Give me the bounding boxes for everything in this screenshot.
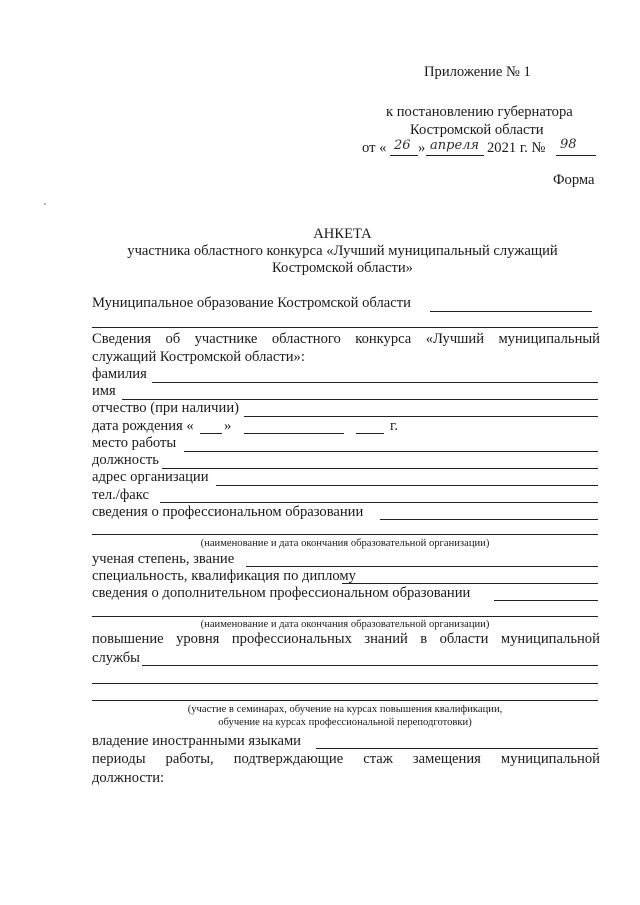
document-subtitle-line2: Костромской области» [272, 260, 413, 276]
form-label: Форма [553, 172, 595, 188]
workplace-label: место работы [92, 435, 177, 451]
education-field-note: (наименование и дата окончания образовательной организации) [200, 538, 490, 549]
appendix-number: Приложение № 1 [424, 64, 531, 80]
training-word: муниципальной [500, 631, 600, 647]
heading-word: об [165, 331, 181, 347]
municipality-label: Муниципальное образование Костромской области [92, 295, 411, 311]
training-word: профессиональных [231, 631, 352, 647]
position-label: должность [92, 452, 159, 468]
org-address-field[interactable] [216, 485, 598, 486]
document-title: АНКЕТА [313, 226, 372, 242]
training-field-continued-2[interactable] [92, 700, 598, 701]
specialty-label: специальность, квалификация по диплому [92, 568, 356, 584]
resolution-number-handwritten: 98 [560, 137, 577, 152]
heading-word: областного [271, 331, 341, 347]
date-day-underline [390, 155, 418, 156]
birth-date-label: дата рождения « [92, 418, 194, 434]
training-field-continued-1[interactable] [92, 683, 598, 684]
languages-label: владение иностранными языками [92, 733, 301, 749]
scan-speck [44, 203, 46, 205]
resolution-year-number: 2021 г. № [487, 140, 546, 156]
birth-day-field[interactable] [200, 433, 222, 434]
heading-word: конкурса [355, 331, 412, 347]
position-field[interactable] [162, 468, 598, 469]
date-month-handwritten: апреля [430, 138, 480, 153]
surname-label: фамилия [92, 366, 147, 382]
specialty-field[interactable] [342, 583, 598, 584]
periods-word: подтверждающие [233, 751, 344, 767]
extra-education-field[interactable] [494, 600, 598, 601]
service-periods-label [92, 751, 600, 768]
heading-word: Сведения [92, 331, 152, 347]
education-field-continued[interactable] [92, 534, 598, 535]
training-word: области [439, 631, 489, 647]
org-address-label: адрес организации [92, 469, 209, 485]
participant-info-heading [92, 331, 600, 348]
municipality-field-continued[interactable] [92, 327, 598, 328]
birth-date-close-quote: » [224, 418, 232, 434]
workplace-field[interactable] [184, 451, 598, 452]
service-periods-label-line2: должности: [92, 770, 165, 786]
training-label [92, 631, 600, 648]
degree-field[interactable] [246, 566, 598, 567]
heading-word: «Лучший [425, 331, 485, 347]
resolution-reference: к постановлению губернатора [386, 104, 573, 120]
birth-year-suffix: г. [390, 418, 398, 434]
training-word: знаний [364, 631, 408, 647]
phone-fax-label: тел./факс [92, 487, 149, 503]
date-month-underline [426, 155, 484, 156]
training-field[interactable] [142, 665, 598, 666]
training-field-note-line2: обучение на курсах профессиональной переподготовки) [218, 717, 472, 728]
periods-word: замещения [412, 751, 481, 767]
patronymic-label: отчество (при наличии) [92, 400, 240, 416]
surname-field[interactable] [152, 382, 598, 383]
resolution-date-prefix: от « [362, 140, 387, 156]
extra-education-label: сведения о дополнительном профессиональном образовании [92, 585, 471, 601]
document-subtitle-line1: участника областного конкурса «Лучший муниципальный служащий [127, 243, 558, 259]
training-field-note-line1: (участие в семинарах, обучение на курсах повышения квалификации, [187, 704, 503, 715]
training-word: уровня [176, 631, 220, 647]
heading-word: муниципальный [498, 331, 600, 347]
degree-label: ученая степень, звание [92, 551, 235, 567]
education-label: сведения о профессиональном образовании [92, 504, 364, 520]
extra-education-field-note: (наименование и дата окончания образовательной организации) [200, 619, 490, 630]
municipality-field[interactable] [430, 311, 592, 312]
periods-word: стаж [363, 751, 393, 767]
resolution-number-underline [556, 155, 596, 156]
birth-month-field[interactable] [244, 433, 344, 434]
periods-word: муниципальной [500, 751, 600, 767]
date-close-quote: » [418, 140, 426, 156]
heading-word: участнике [194, 331, 258, 347]
periods-word: работы, [165, 751, 214, 767]
training-label-line2: службы [92, 650, 140, 666]
birth-year-field[interactable] [356, 433, 384, 434]
date-day-handwritten: 26 [394, 138, 411, 153]
education-field[interactable] [380, 519, 598, 520]
participant-info-heading-line2: служащий Костромской области»: [92, 349, 305, 365]
training-word: в [420, 631, 428, 647]
resolution-region: Костромской области [410, 122, 544, 138]
training-word: повышение [92, 631, 164, 647]
periods-word: периоды [92, 751, 146, 767]
phone-fax-field[interactable] [160, 502, 598, 503]
extra-education-field-continued[interactable] [92, 616, 598, 617]
patronymic-field[interactable] [244, 416, 598, 417]
name-label: имя [92, 383, 116, 399]
languages-field[interactable] [316, 748, 598, 749]
